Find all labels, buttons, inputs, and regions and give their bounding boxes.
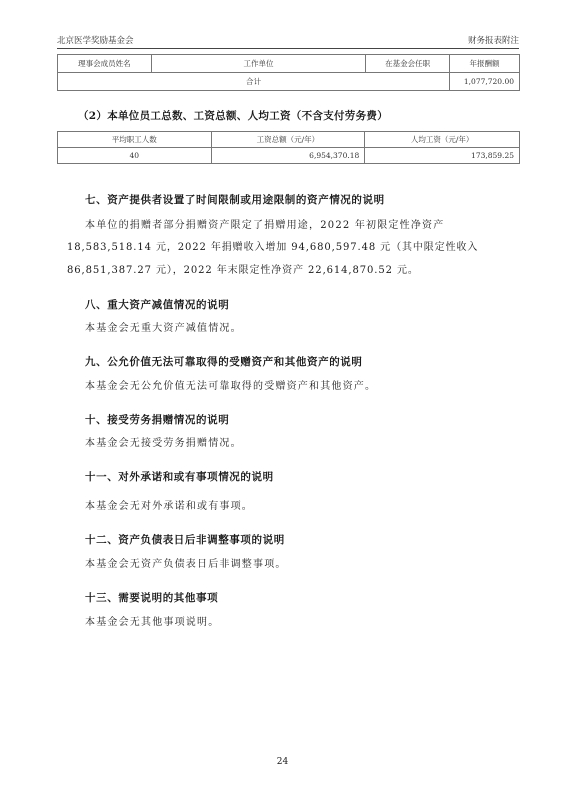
- header-doc-title: 财务报表附注: [467, 36, 519, 46]
- paragraph-line: 本基金会无公允价值无法可靠取得的受赠资产和其他资产。: [85, 381, 377, 392]
- table-header-cell: 工作单位: [151, 55, 365, 73]
- section-heading: 十、接受劳务捐赠情况的说明: [85, 414, 230, 426]
- table-row: [58, 148, 520, 164]
- section-heading: 七、资产提供者设置了时间限制或用途限制的资产情况的说明: [85, 194, 385, 206]
- table-cell: 6,954,370.18: [211, 148, 365, 164]
- section-heading: 十三、需要说明的其他事项: [85, 592, 219, 604]
- header-org-name: 北京医学奖励基金会: [57, 36, 134, 46]
- table-cell: 40: [58, 148, 212, 164]
- section-heading: 十一、对外承诺和或有事项情况的说明: [85, 471, 274, 483]
- paragraph-line: 18,583,518.14 元，2022 年捐赠收入增加 94,680,597.48 元（其中限定性收入: [67, 242, 479, 253]
- total-value: 1,077,720.00: [450, 73, 520, 91]
- page-header: [57, 34, 519, 46]
- page-number: 24: [276, 757, 289, 767]
- table-header-cell: 理事会成员姓名: [58, 55, 152, 73]
- section-heading: 十二、资产负债表日后非调整事项的说明: [85, 534, 285, 546]
- board-compensation-table: [57, 54, 520, 91]
- section-title: （2）本单位员工总数、工资总额、人均工资（不含支付劳务费）: [78, 110, 389, 122]
- section-heading: 八、重大资产减值情况的说明: [85, 299, 230, 311]
- total-label: 合计: [58, 73, 450, 91]
- table-header-cell: 年报酬额: [450, 55, 520, 73]
- table-header-row: [58, 55, 520, 73]
- paragraph-line: 本基金会无重大资产减值情况。: [85, 323, 242, 334]
- section-heading: 九、公允价值无法可靠取得的受赠资产和其他资产的说明: [85, 356, 363, 368]
- table-total-row: [58, 73, 520, 91]
- paragraph-line: 本基金会无接受劳务捐赠情况。: [85, 438, 242, 449]
- table-header-cell: 人均工资（元/年）: [365, 132, 520, 148]
- table-header-cell: 平均职工人数: [58, 132, 212, 148]
- paragraph-line: 本基金会无对外承诺和或有事项。: [85, 501, 253, 512]
- table-cell: 173,859.25: [365, 148, 520, 164]
- paragraph-line: 本单位的捐赠者部分捐赠资产限定了捐赠用途，2022 年初限定性净资产: [85, 220, 445, 231]
- table-header-cell: 工资总额（元/年）: [211, 132, 365, 148]
- staff-wage-table: [57, 131, 520, 164]
- table-header-cell: 在基金会任职: [366, 55, 450, 73]
- paragraph-line: 本基金会无其他事项说明。: [85, 617, 220, 628]
- paragraph-line: 本基金会无资产负债表日后非调整事项。: [85, 559, 287, 570]
- paragraph-line: 86,851,387.27 元），2022 年末限定性净资产 22,614,870.52 元。: [67, 265, 419, 276]
- table-header-row: [58, 132, 520, 148]
- header-rule: [57, 48, 519, 49]
